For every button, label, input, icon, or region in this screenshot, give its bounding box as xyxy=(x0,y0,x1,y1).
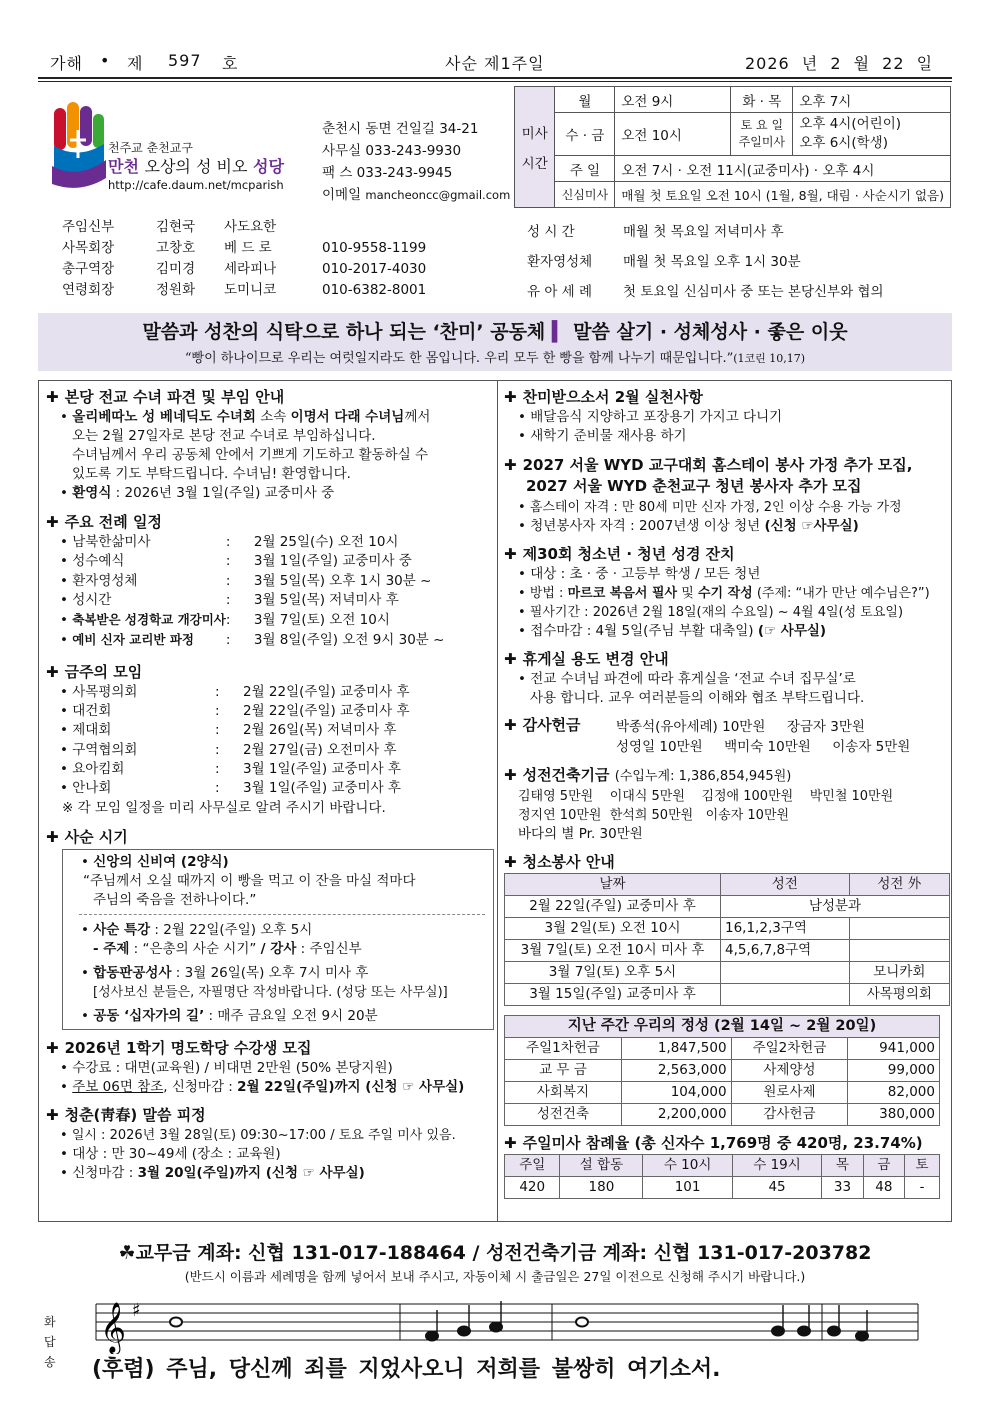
table-row xyxy=(505,918,950,940)
event-name: 대건회 xyxy=(72,703,112,720)
section-lent: ✚ 사순 시기 xyxy=(46,827,128,846)
event-name: 요아킴회 xyxy=(72,760,125,777)
section-nun-appointment: ✚ 본당 전교 수녀 파견 및 부임 안내 xyxy=(46,388,285,406)
bullet: • xyxy=(60,780,73,797)
table-row xyxy=(505,1060,940,1082)
note-head xyxy=(856,1332,868,1341)
staff-name: 정원화 xyxy=(156,282,196,298)
note-head xyxy=(798,1327,810,1336)
section-laudato-si: ✚ 찬미받으소서 2월 실천사항 xyxy=(504,388,703,406)
offering-label: 교 무 금 xyxy=(505,1060,622,1082)
church-name: 만천 오상의 성 비오 성당 xyxy=(108,157,284,176)
retreat-date: • 일시 : 2026년 3월 28일(토) 09:30~17:00 / 토요 주일 미사 있음. xyxy=(46,1126,494,1145)
office-phone: 033-243-9930 xyxy=(365,143,462,159)
staff-baptismal: 베 드 로 xyxy=(224,240,272,256)
schedule-colon: : xyxy=(225,591,231,608)
festival-target: • 대상 : 초 · 중 · 고등부 학생 / 모든 청년 xyxy=(504,565,946,584)
note-head xyxy=(772,1327,784,1336)
staff-role: 총구역장 xyxy=(62,261,115,277)
attendance-header-cell: 주일 xyxy=(505,1155,560,1177)
header-rule-bottom xyxy=(38,81,952,82)
event-name: 예비 신자 교리반 파정 xyxy=(72,632,194,648)
section-thanks-offering: ✚ 감사헌금 xyxy=(504,716,581,734)
liturgy-table xyxy=(60,533,444,651)
attendance-table xyxy=(504,1154,940,1199)
meeting-row xyxy=(60,683,410,702)
thanks-line-1: 박종석(유아세례) 10만원 장금자 3만원 xyxy=(616,719,865,735)
event-name: 안나회 xyxy=(72,780,112,797)
event-name: 축복받은 성경학교 개강미사 xyxy=(72,612,226,628)
sacrament-row xyxy=(527,247,884,277)
sun-time: 오전 7시 · 오전 11시(교중미사) · 오후 4시 xyxy=(615,156,951,182)
laudato-line-2: • 새학기 준비물 재사용 하기 xyxy=(504,427,946,446)
schedule-date: 3월 1일(주일) 교중미사 중 xyxy=(253,553,412,570)
nun-line-4: 있도록 기도 부탁드립니다. 수녀님! 환영합니다. xyxy=(72,466,351,482)
wed-time: 오전 10시 xyxy=(615,113,731,156)
music-staff xyxy=(92,1292,922,1354)
liturgy-row xyxy=(60,572,444,591)
sat-label: 토 요 일 주일미사 xyxy=(731,113,793,156)
cleaning-inside: 남성분과 xyxy=(721,896,950,918)
attendance-value: 45 xyxy=(732,1177,821,1199)
attendance-header-cell: 토 xyxy=(905,1155,940,1177)
bullet: • xyxy=(60,612,73,629)
mon-time: 오전 9시 xyxy=(615,87,731,113)
schedule-name xyxy=(60,552,226,571)
cleaning-table xyxy=(504,873,950,1006)
attendance-value: 101 xyxy=(643,1177,732,1199)
note-head xyxy=(828,1327,840,1336)
schedule-name xyxy=(60,741,215,760)
meeting-row xyxy=(60,760,410,779)
fax-label: 팩 스 xyxy=(322,165,353,181)
attendance-header-cell: 수 10시 xyxy=(643,1155,732,1177)
lounge-line-2: 사용 합니다. 교우 여러분들의 이해와 협조 부탁드립니다. xyxy=(530,690,865,706)
schedule-name xyxy=(60,630,226,650)
schedule-colon: : xyxy=(215,760,220,777)
laudato-line-1: • 배달음식 지양하고 포장용기 가지고 다니기 xyxy=(504,408,946,427)
bullet: • xyxy=(60,760,73,777)
schedule-colon: : xyxy=(225,534,231,550)
cleaning-inside: 4,5,6,7,8구역 xyxy=(721,940,850,962)
bullet: • xyxy=(60,722,73,739)
bank-accounts: ☘교무금 계좌: 신협 131-017-188464 / 성전건축기금 계좌: 신협 131-017-203782 xyxy=(118,1242,872,1264)
lent-box xyxy=(62,849,494,1030)
dashed-divider xyxy=(79,914,485,915)
offering-amount: 941,000 xyxy=(848,1038,940,1060)
schedule-name xyxy=(60,610,226,630)
section-cleaning: ✚ 청소봉사 안내 xyxy=(504,853,615,871)
cleaning-header-cell: 성전 xyxy=(721,874,850,896)
mass-times-table xyxy=(514,86,951,208)
staff-baptismal: 도미니코 xyxy=(224,282,277,298)
offering-amount: 2,563,000 xyxy=(621,1060,731,1082)
cleaning-outside: 모니카회 xyxy=(849,962,949,984)
cleaning-header-cell: 날짜 xyxy=(505,874,721,896)
tuition-line: • 수강료 : 대면(교육원) / 비대면 2만원 (50% 본당지원) xyxy=(46,1059,494,1078)
sacrament-label: 환자영성체 xyxy=(527,254,593,270)
attendance-value: 48 xyxy=(863,1177,904,1199)
bullet: • xyxy=(60,741,73,758)
offering-label: 원로사제 xyxy=(731,1082,848,1104)
mon-label: 월 xyxy=(555,87,615,113)
staff-phone: 010-9558-1199 xyxy=(322,240,427,256)
staff-phone: 010-6382-8001 xyxy=(322,282,427,298)
section-lounge-change: ✚ 휴게실 용도 변경 안내 xyxy=(504,650,669,668)
schedule-colon: : xyxy=(215,741,220,758)
section-attendance: ✚ 주일미사 참례율 (총 신자수 1,769명 중 420명, 23.74%) xyxy=(504,1134,923,1152)
staff-row xyxy=(62,238,426,259)
fund-line-2: 정지연 10만원 한석희 50만원 이송자 10만원 xyxy=(518,808,790,823)
liturgical-week: 사순 제1주일 xyxy=(445,54,545,73)
schedule-date: 2월 22일(주일) 교중미사 후 xyxy=(243,703,410,720)
section-youth-retreat: ✚ 청춘(靑春) 말씀 피정 xyxy=(46,1105,206,1124)
bullet: • xyxy=(60,703,73,720)
note-head xyxy=(426,1332,438,1341)
event-name: 사목평의회 xyxy=(72,683,138,700)
staff-role: 주임신부 xyxy=(62,219,115,235)
event-name: 성수예식 xyxy=(72,553,125,570)
clover-icon: ☘ xyxy=(118,1242,136,1264)
cleaning-inside xyxy=(721,984,850,1006)
schedule-colon: : xyxy=(225,572,231,589)
treble-clef-icon: 𝄞 xyxy=(100,1302,127,1353)
acclamation-line-1: “주님께서 오실 때까지 이 빵을 먹고 이 잔을 마실 적마다 xyxy=(83,872,416,889)
psalm-label-char: 화 xyxy=(44,1315,56,1329)
section-building-fund: ✚ 성전건축기금 (수입누계: 1,386,854,945원) xyxy=(504,766,792,784)
offering-table xyxy=(504,1015,940,1126)
table-row xyxy=(505,1104,940,1126)
schedule-name xyxy=(60,533,226,552)
parish-mark: 가해 xyxy=(50,54,83,73)
attendance-header-cell: 금 xyxy=(863,1155,904,1177)
schedule-date: 2월 27일(금) 오전미사 후 xyxy=(243,741,397,758)
schedule-colon: : xyxy=(215,722,220,739)
tue-time: 오후 7시 xyxy=(793,87,951,113)
psalm-label-char: 송 xyxy=(44,1355,56,1369)
sacrament-value: 매월 첫 목요일 저녁미사 후 xyxy=(623,224,784,240)
address: 춘천시 동면 건일길 34-21 xyxy=(322,121,479,137)
thanks-offering-block xyxy=(504,716,946,760)
cleaning-inside: 16,1,2,3구역 xyxy=(721,918,850,940)
email-address[interactable]: mancheoncc@gmail.com xyxy=(365,188,511,202)
staff-role: 사목회장 xyxy=(62,240,115,256)
fund-line-3: 바다의 별 Pr. 30만원 xyxy=(518,826,643,842)
meetings-table xyxy=(60,683,410,799)
acclamation-line-2: 주님의 죽음을 전하나이다.” xyxy=(93,891,257,908)
offering-label: 성전건축 xyxy=(505,1104,622,1126)
notes-group xyxy=(170,1301,868,1341)
schedule-colon: : xyxy=(225,631,231,648)
left-column xyxy=(46,384,494,1183)
mass-label: 미사 시간 xyxy=(515,87,555,208)
schedule-name xyxy=(60,779,215,798)
staff-row xyxy=(62,217,426,238)
schedule-date: 3월 7일(토) 오전 10시 xyxy=(253,611,390,628)
bullet: • xyxy=(60,553,73,570)
cleaning-date: 2월 22일(주일) 교중미사 후 xyxy=(505,896,721,918)
note-head xyxy=(458,1327,470,1336)
nun-line-2: 오는 2월 27일자로 본당 전교 수녀로 부임하십니다. xyxy=(72,428,376,444)
event-name: 구역협의회 xyxy=(72,741,138,758)
dawn-time: 매월 첫 토요일 오전 10시 (1월, 8월, 대림 · 사순시기 없음) xyxy=(615,182,951,208)
schedule-colon: : xyxy=(225,553,231,570)
table-row xyxy=(505,962,950,984)
bullet: • xyxy=(60,572,73,589)
thanks-line-2: 성영일 10만원 백미숙 10만원 이송자 5만원 xyxy=(616,739,911,755)
lounge-line-1: • 전교 수녀님 파견에 따라 휴게실을 ‘전교 수녀 집무실’로 xyxy=(504,670,946,689)
welcome-ceremony: • 환영식 : 2026년 3월 1일(주일) 교중미사 중 xyxy=(46,484,494,503)
section-bible-festival: ✚ 제30회 청소년 · 청년 성경 잔치 xyxy=(504,545,735,563)
offering-title-row xyxy=(505,1016,940,1038)
offering-title: 지난 주간 우리의 정성 (2월 14일 ~ 2월 20일) xyxy=(505,1016,940,1038)
schedule-colon: : xyxy=(225,611,231,628)
banner-quote: “빵이 하나이므로 우리는 여럿일지라도 한 몸입니다. 우리 모두 한 빵을 함께 나누기 때문입니다.”(1코린 10,17) xyxy=(184,351,806,366)
liturgy-row xyxy=(60,591,444,610)
note-head xyxy=(576,1318,588,1327)
banner-title: 말씀과 성찬의 식탁으로 하나 되는 ‘찬미’ 공동체 ▍ 말씀 살기 · 성체성사 · 좋은 이웃 xyxy=(142,321,848,343)
offering-label: 주일1차헌금 xyxy=(505,1038,622,1060)
retreat-deadline: • 신청마감 : 3월 20일(주일)까지 (신청 ☞ 사무실) xyxy=(46,1164,494,1183)
meeting-row xyxy=(60,779,410,798)
meeting-row xyxy=(60,702,410,721)
diocese-name: 천주교 춘천교구 xyxy=(108,141,193,155)
bullet: • xyxy=(60,534,73,550)
confession-note: [성사보신 분들은, 자필명단 작성바랍니다. (성당 또는 사무실)] xyxy=(93,984,448,1000)
cleaning-header-row xyxy=(505,874,950,896)
staff-phone: 010-2017-4030 xyxy=(322,261,427,277)
banner-divider: ▍ xyxy=(551,321,567,343)
section-wyd: ✚ 2027 서울 WYD 교구대회 홈스테이 봉사 가정 추가 모집, 2027 서울 WYD 춘천교구 청년 봉사자 추가 모집 xyxy=(504,456,913,495)
homestay-qualification: • 홈스테이 자격 : 만 80세 미만 신자 가정, 2인 이상 수용 가능 가정 xyxy=(504,498,946,517)
liturgy-row xyxy=(60,552,444,571)
offering-label: 주일2차헌금 xyxy=(731,1038,848,1060)
staff-baptismal: 세라피나 xyxy=(224,261,277,277)
psalm-label-char: 답 xyxy=(44,1335,56,1349)
bullet: • xyxy=(60,632,73,649)
attendance-header-cell: 설 합동 xyxy=(560,1155,643,1177)
sacrament-value: 첫 토요일 신심미사 중 또는 본당신부와 협의 xyxy=(623,284,884,300)
bank-note: (반드시 이름과 세례명을 함께 넣어서 보내 주시고, 자동이체 시 출금일은 27일 이전으로 신청해 주시기 바랍니다.) xyxy=(184,1269,806,1284)
cleaning-date: 3월 7일(토) 오후 5시 xyxy=(505,962,721,984)
section-weekly-meetings: ✚ 금주의 모임 xyxy=(46,662,143,681)
school-apply-line: • 주보 06면 참조, 신청마감 : 2월 22일(주일)까지 (신청 ☞ 사무실) xyxy=(46,1078,494,1097)
offering-amount: 2,200,000 xyxy=(621,1104,731,1126)
section-myeongdo-school: ✚ 2026년 1학기 명도학당 수강생 모집 xyxy=(46,1038,312,1057)
sacrament-row xyxy=(527,277,884,307)
meeting-row xyxy=(60,721,410,740)
cleaning-date: 3월 7일(토) 오전 10시 미사 후 xyxy=(505,940,721,962)
meeting-row xyxy=(60,741,410,760)
lent-lecture: • 사순 특강 : 2월 22일(주일) 오후 5시 xyxy=(67,921,487,940)
joint-confession: • 합동판공성사 : 3월 26일(목) 오후 7시 미사 후 xyxy=(67,964,487,983)
issue-prefix: 제 xyxy=(127,54,144,73)
schedule-name xyxy=(60,721,215,740)
cleaning-header-cell: 성전 外 xyxy=(849,874,949,896)
tue-label: 화 · 목 xyxy=(731,87,793,113)
schedule-date: 2월 25일(수) 오전 10시 xyxy=(253,534,399,550)
cafe-url[interactable]: http://cafe.daum.net/mcparish xyxy=(108,178,284,192)
cleaning-date: 3월 2일(토) 오전 10시 xyxy=(505,918,721,940)
schedule-date: 3월 1일(주일) 교중미사 후 xyxy=(243,760,401,777)
table-row xyxy=(505,1177,940,1199)
schedule-colon: : xyxy=(215,703,220,720)
theme-banner xyxy=(38,313,952,371)
sacrament-list xyxy=(527,217,884,307)
attendance-value: 33 xyxy=(822,1177,863,1199)
cleaning-inside xyxy=(721,962,850,984)
schedule-date: 3월 1일(주일) 교중미사 후 xyxy=(243,780,401,797)
offering-label: 사회복지 xyxy=(505,1082,622,1104)
attendance-header-row xyxy=(505,1155,940,1177)
sacrament-value: 매월 첫 목요일 오후 1시 30분 xyxy=(623,254,801,270)
lecture-topic: - 주제 : “은총의 사순 시기” / 강사 : 주임신부 xyxy=(93,940,362,957)
offering-amount: 99,000 xyxy=(848,1060,940,1082)
note-head xyxy=(170,1318,182,1327)
church-logo-icon xyxy=(50,100,108,192)
offering-amount: 380,000 xyxy=(848,1104,940,1126)
attendance-value: - xyxy=(905,1177,940,1199)
psalm-refrain: (후렴) 주님, 당신께 죄를 지었사오니 저희를 불쌍히 여기소서. xyxy=(92,1357,721,1382)
sat-time: 오후 4시(어린이) 오후 6시(학생) xyxy=(793,113,951,156)
schedule-date: 2월 26일(목) 저녁미사 후 xyxy=(243,722,397,739)
retreat-target: • 대상 : 만 30~49세 (장소 : 교육원) xyxy=(46,1145,494,1164)
bullet-dot: • xyxy=(100,51,111,70)
office-label: 사무실 xyxy=(322,143,362,159)
sun-label: 주 일 xyxy=(555,156,615,182)
schedule-name xyxy=(60,760,215,779)
sacrament-label: 성 시 간 xyxy=(527,224,575,240)
staff-role: 연령회장 xyxy=(62,282,115,298)
offering-label: 감사헌금 xyxy=(731,1104,848,1126)
schedule-name xyxy=(60,591,226,610)
fund-line-1: 김태영 5만원 이대식 5만원 김정애 100만원 박민철 10만원 xyxy=(518,789,894,804)
contact-block xyxy=(322,118,510,206)
dawn-label: 신심미사 xyxy=(555,182,615,208)
attendance-header-cell: 수 19시 xyxy=(732,1155,821,1177)
festival-period: • 필사기간 : 2026년 2월 18일(재의 수요일) ~ 4월 4일(성 토요일) xyxy=(504,603,946,622)
offering-label: 사제양성 xyxy=(731,1060,848,1082)
staff-name: 고창호 xyxy=(156,240,196,256)
psalm-label xyxy=(44,1312,56,1372)
email-label: 이메일 xyxy=(322,187,362,203)
liturgy-row xyxy=(60,533,444,552)
meeting-note: ※ 각 모임 일정을 미리 사무실로 알려 주시기 바랍니다. xyxy=(62,799,386,816)
issue-suffix: 호 xyxy=(222,54,239,73)
staff-name: 김현국 xyxy=(156,219,196,235)
header-rule-top xyxy=(38,77,952,79)
schedule-date: 3월 8일(주일) 오전 9시 30분 ~ xyxy=(253,631,445,648)
sacrament-row xyxy=(527,217,884,247)
staff-name: 김미경 xyxy=(156,261,196,277)
schedule-date: 3월 5일(목) 저녁미사 후 xyxy=(253,591,399,608)
cleaning-date: 3월 15일(주일) 교중미사 후 xyxy=(505,984,721,1006)
festival-method: • 방법 : 마르코 복음서 필사 및 수기 작성 (주제: “내가 만난 예수님은?”) xyxy=(504,584,946,603)
cleaning-outside xyxy=(849,918,949,940)
attendance-value: 180 xyxy=(560,1177,643,1199)
schedule-colon: : xyxy=(215,780,220,797)
bullet: • xyxy=(60,683,73,700)
table-row xyxy=(505,984,950,1006)
staff-row xyxy=(62,259,426,280)
event-name: 남북한삶미사 xyxy=(72,534,151,550)
offering-amount: 1,847,500 xyxy=(621,1038,731,1060)
column-divider xyxy=(497,380,498,1222)
mystery-of-faith: • 신앙의 신비여 (2양식) xyxy=(67,853,487,872)
table-row xyxy=(505,940,950,962)
bullet: • xyxy=(60,591,73,608)
staff-list xyxy=(62,217,426,301)
table-row xyxy=(505,1082,940,1104)
issue-date: 2026 년 2 월 22 일 xyxy=(745,54,934,73)
sacrament-label: 유 아 세 례 xyxy=(527,284,593,300)
sharp-icon: ♯ xyxy=(132,1300,141,1321)
staff-baptismal: 사도요한 xyxy=(224,219,277,235)
fax-number: 033-243-9945 xyxy=(356,165,453,181)
right-column xyxy=(504,384,946,1199)
table-row xyxy=(505,896,950,918)
nun-line-3: 수녀님께서 우리 공동체 안에서 기쁘게 기도하고 활동하실 수 xyxy=(72,447,429,463)
attendance-header-cell: 목 xyxy=(822,1155,863,1177)
schedule-name xyxy=(60,683,215,702)
issue-number: 597 xyxy=(168,51,202,70)
nun-line-1: • 올리베따노 성 베네딕도 수녀회 소속 이명서 다래 수녀님께서 xyxy=(46,408,494,427)
festival-deadline: • 접수마감 : 4월 5일(주님 부활 대축일) (☞ 사무실) xyxy=(504,622,946,641)
stations-of-cross: • 공동 ‘십자가의 길’ : 매주 금요일 오전 9시 20분 xyxy=(67,1007,487,1026)
note-head xyxy=(490,1323,502,1332)
section-liturgy-schedule: ✚ 주요 전례 일정 xyxy=(46,513,162,531)
schedule-name xyxy=(60,572,226,591)
schedule-colon: : xyxy=(215,683,220,700)
event-name: 제대회 xyxy=(72,722,112,739)
wed-label: 수 · 금 xyxy=(555,113,615,156)
attendance-value: 420 xyxy=(505,1177,560,1199)
schedule-date: 2월 22일(주일) 교중미사 후 xyxy=(243,683,410,700)
liturgy-row xyxy=(60,630,444,650)
offering-amount: 82,000 xyxy=(848,1082,940,1104)
cleaning-outside: 사목평의회 xyxy=(849,984,949,1006)
staff-row xyxy=(62,280,426,301)
event-name: 환자영성체 xyxy=(72,572,138,589)
volunteer-qualification: • 청년봉사자 자격 : 2007년생 이상 청년 (신청 ☞사무실) xyxy=(504,517,946,536)
table-row xyxy=(505,1038,940,1060)
cleaning-outside xyxy=(849,940,949,962)
schedule-name xyxy=(60,702,215,721)
offering-amount: 104,000 xyxy=(621,1082,731,1104)
schedule-date: 3월 5일(목) 오후 1시 30분 ~ xyxy=(253,572,432,589)
liturgy-row xyxy=(60,610,444,630)
event-name: 성시간 xyxy=(72,591,112,608)
